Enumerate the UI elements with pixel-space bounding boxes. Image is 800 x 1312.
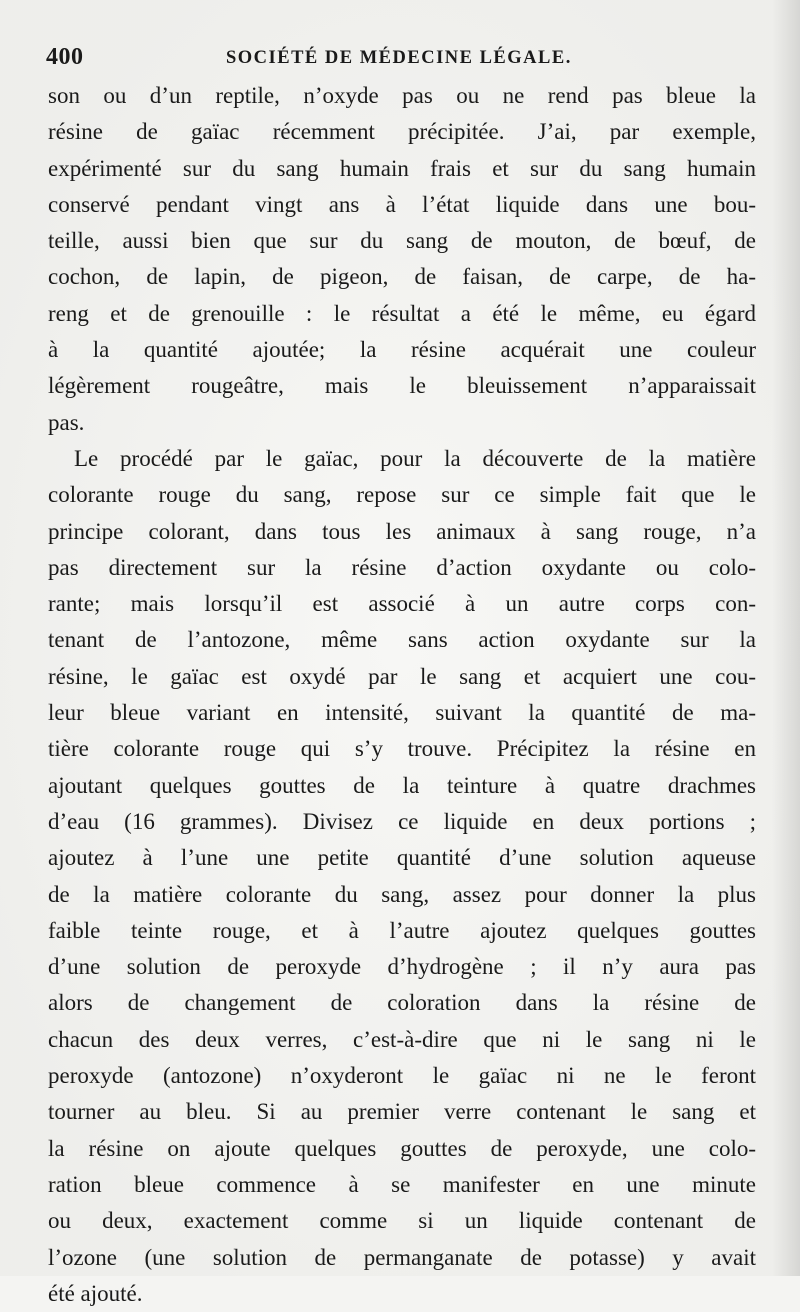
body-text bbox=[48, 78, 756, 1312]
text-line: reng et de grenouille : le résultat a été le même, eu égard bbox=[48, 300, 756, 326]
text-line: d’une solution de peroxyde d’hydrogène ; il n’y aura pas bbox=[48, 954, 756, 980]
paragraph-2 bbox=[48, 441, 756, 1312]
text-line: cochon, de lapin, de pigeon, de faisan, de carpe, de ha- bbox=[48, 264, 756, 290]
text-line: peroxyde (antozone) n’oxyderont le gaïac ni ne le feront bbox=[48, 1063, 756, 1089]
text-line: son ou d’un reptile, n’oxyde pas ou ne rend pas bleue la bbox=[48, 83, 756, 108]
text-line: teille, aussi bien que sur du sang de mouton, de bœuf, de bbox=[48, 228, 756, 254]
text-line: d’eau (16 grammes). Divisez ce liquide en deux portions ; bbox=[48, 808, 756, 834]
text-line: principe colorant, dans tous les animaux à sang rouge, n’a bbox=[48, 518, 756, 544]
text-line: résine, le gaïac est oxydé par le sang et acquiert une cou- bbox=[48, 663, 756, 689]
text-line: leur bleue variant en intensité, suivant la quantité de ma- bbox=[48, 700, 756, 726]
text-line: faible teinte rouge, et à l’autre ajoutez quelques gouttes bbox=[48, 917, 756, 943]
text-line: colorante rouge du sang, repose sur ce simple fait que le bbox=[48, 482, 756, 508]
page-header bbox=[46, 44, 760, 76]
text-line: ration bleue commence à se manifester en une minute bbox=[48, 1171, 756, 1197]
page-edge-shadow bbox=[772, 0, 800, 1276]
text-line: l’ozone (une solution de permanganate de potasse) y avait bbox=[48, 1244, 756, 1270]
text-line: légèrement rougeâtre, mais le bleuissement n’apparaissait bbox=[48, 373, 756, 399]
text-line: expérimenté sur du sang humain frais et sur du sang humain bbox=[48, 155, 756, 181]
text-line: ajoutant quelques gouttes de la teinture à quatre drachmes bbox=[48, 772, 756, 798]
text-line: rante; mais lorsqu’il est associé à un autre corps con- bbox=[48, 591, 756, 617]
text-line: tière colorante rouge qui s’y trouve. Précipitez la résine en bbox=[48, 736, 756, 762]
text-line: pas directement sur la résine d’action oxydante ou colo- bbox=[48, 554, 756, 580]
text-line: pas. bbox=[48, 409, 85, 435]
text-line: résine de gaïac récemment précipitée. J’ai, par exemple, bbox=[48, 119, 756, 145]
text-line: chacun des deux verres, c’est-à-dire que ni le sang ni le bbox=[48, 1026, 756, 1052]
running-title: SOCIÉTÉ DE MÉDECINE LÉGALE. bbox=[226, 48, 572, 68]
text-line: conservé pendant vingt ans à l’état liquide dans une bou- bbox=[48, 191, 756, 217]
text-line: ajoutez à l’une une petite quantité d’une solution aqueuse bbox=[48, 845, 756, 871]
page-number: 400 bbox=[46, 44, 84, 70]
text-line: tenant de l’antozone, même sans action oxydante sur la bbox=[48, 627, 756, 653]
text-line: la résine on ajoute quelques gouttes de peroxyde, une colo- bbox=[48, 1135, 756, 1161]
text-line: été ajouté. bbox=[48, 1280, 143, 1306]
text-line: de la matière colorante du sang, assez pour donner la plus bbox=[48, 881, 756, 907]
text-line: tourner au bleu. Si au premier verre contenant le sang et bbox=[48, 1099, 756, 1125]
text-line: alors de changement de coloration dans la résine de bbox=[48, 990, 756, 1016]
paragraph-1 bbox=[48, 78, 756, 441]
text-line: Le procédé par le gaïac, pour la découverte de la matière bbox=[74, 445, 756, 471]
text-line: ou deux, exactement comme si un liquide contenant de bbox=[48, 1208, 756, 1234]
text-line: à la quantité ajoutée; la résine acquérait une couleur bbox=[48, 337, 756, 363]
